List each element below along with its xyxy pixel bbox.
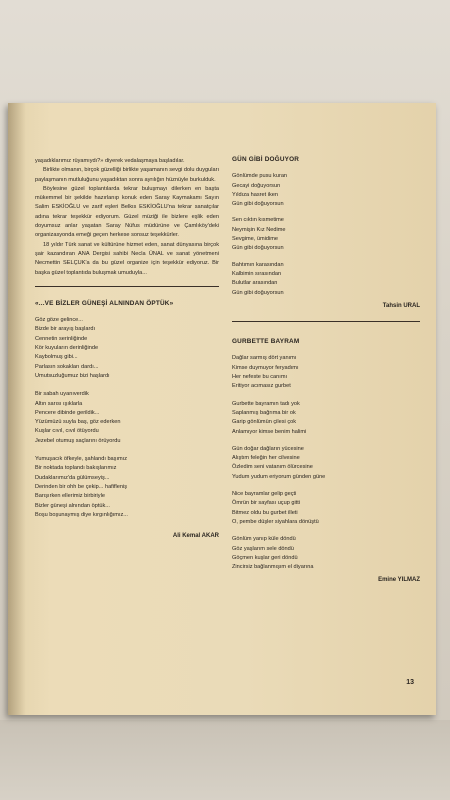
- poem-line: Parlasın sokakları dardı...: [35, 363, 99, 370]
- poem-line: Bahtımın karasından: [232, 261, 284, 268]
- poem-line: Neymişin Kız Nedime: [232, 226, 286, 233]
- page-gutter-shadow: [8, 103, 26, 715]
- poem-line: Yüzümüzü suyla baş, göz ederken: [35, 419, 121, 426]
- article-paragraph: 18 yıldır Türk sanat ve kültürüne hizmet eden, sanat dünyasına birçok şair kazandıran ANA Dergisi sahibi Necla ÜNAL ve sanat yönetmeni Necmettin SELÇUK'a da bu güzel organize için teşekkür ediyoruz. Bir başka güzel toplantıda buluşmak umuduyla...: [35, 241, 219, 276]
- poem-line: Boşu boşunaymış diye kırgınlığımız...: [35, 511, 128, 518]
- poem-line: Gönlümde pusu kuran: [232, 173, 288, 180]
- poem-line: Kör kuyuların derinliğinde: [35, 345, 99, 352]
- poem-line: Cennetin serinliğinde: [35, 335, 88, 342]
- poem-line: Bizde bir arayış başlardı: [35, 326, 96, 333]
- poem-line: Saplanmış bağrıma bir ok: [232, 409, 296, 416]
- page-number: 13: [406, 679, 414, 686]
- poem-line: Zincirsiz bağlanmışım el diyarına: [232, 564, 314, 571]
- poem-line: Bir sabah uyanıverdik: [35, 391, 89, 398]
- poem-stanza: [232, 490, 420, 527]
- poem-line: Özledim seni vatanım ölürcesine: [232, 464, 313, 471]
- poem-line: Bitmez oldu bu gurbet illeti: [232, 509, 298, 516]
- poem-line: Barışırken ellerimiz birbiriyle: [35, 493, 105, 500]
- poem-line: Altın sarısı ışıklarla: [35, 400, 83, 407]
- poem-stanza: [35, 455, 219, 520]
- poem-line: Gurbette bayramın tadı yok: [232, 400, 300, 407]
- poem-title: GÜN GİBİ DOĞUYOR: [232, 156, 300, 163]
- poem-stanza: [232, 216, 420, 253]
- poem-line: Derinden bir ohh be çekip... hafifleniş: [35, 483, 128, 490]
- magazine-page: [8, 103, 436, 715]
- poem-line: Gün doğar dağların yücesine: [232, 445, 304, 452]
- poem-line: Kaybolmuş gibi...: [35, 354, 78, 361]
- article-paragraph: Birlikte olmanın, birçok güzelliği birlikte yaşamanın sevgi dolu duyguları paylaşmanın mutluluğunu yaşadıktan sonra ayrılığın hüznüyle burkulduk.: [35, 167, 219, 183]
- poem-stanza: [232, 445, 420, 482]
- poem-line: Garip gönlümün çilesi çok: [232, 419, 297, 426]
- poem-line: Gün gibi doğuyorsun: [232, 289, 284, 296]
- poem-line: Göz yaşlarım sele döndü: [232, 545, 294, 552]
- poem-line: Göz göze gelince...: [35, 317, 83, 324]
- poem-line: Jezebel otumuş saçlarını örüyordu: [35, 437, 121, 444]
- poem-line: Ömrün bir sayfası uçup gitti: [232, 500, 301, 507]
- poem-stanza: [35, 316, 219, 381]
- poem-body: [35, 316, 219, 520]
- poem-line: O, pembe düşler siyahlara dönüştü: [232, 518, 319, 525]
- poem-line: Bizler güneşi alnından öptük...: [35, 502, 110, 509]
- poem-title: «...VE BİZLER GÜNEŞİ ALNINDAN ÖPTÜK»: [35, 299, 174, 307]
- article-paragraph: yaşadıklarımız rüyamıydı?» diyerek vedalaşmaya başladılar.: [35, 158, 185, 164]
- poem-line: Gecayi doğuyorsun: [232, 182, 281, 189]
- poem-line: Bulutlar arasından: [232, 280, 278, 287]
- poem-stanza: [35, 390, 219, 446]
- poem-line: Yumuşacık öfkeyle, şahlandı başımız: [35, 456, 128, 463]
- poem-line: Gün gibi doğuyorsun: [232, 245, 284, 252]
- poem-line: Pencere dibinde gerildik...: [35, 409, 100, 416]
- poem-stanza: [232, 172, 420, 209]
- poem-author: Emine YILMAZ: [378, 577, 420, 584]
- poem-author: Tahsin URAL: [382, 302, 420, 309]
- poem-line: Sevgime, ümidime: [232, 236, 279, 243]
- poem-line: Kuşlar cıvıl, cıvıl ötüyordu: [35, 428, 99, 435]
- poem-stanza: [232, 354, 420, 391]
- poem-body: [232, 354, 420, 572]
- poem-line: Eritiyor acımasız gurbet: [232, 383, 291, 390]
- poem-line: Umutsuzluğumuz bizi haşlardı: [35, 372, 110, 379]
- poem-line: Yıldıza hasret iken: [232, 191, 279, 198]
- poem-line: Bir noktada toplandı bakışlarımız: [35, 465, 117, 472]
- poem-line: Anlamıyor kimse benim halimi: [232, 428, 307, 435]
- poem-line: Her nefeste bu canımı: [232, 374, 288, 381]
- poem-line: Sen cıktın kısmetime: [232, 217, 284, 224]
- floor-background: [0, 720, 450, 800]
- poem-stanza: [232, 400, 420, 437]
- poem-line: Gün gibi doğuyorsun: [232, 201, 284, 208]
- poem-line: Göçmen kuşlar geri döndü: [232, 554, 298, 561]
- poem-line: Dudaklarımız'da gülümseyiş...: [35, 474, 110, 481]
- poem-line: Kimse duymuyor feryadımı: [232, 364, 299, 371]
- poem-stanza: [232, 535, 420, 572]
- left-column: [35, 157, 219, 541]
- poem-author: Ali Kemal AKAR: [172, 533, 219, 540]
- poem-line: Yudum yudum eriyorum günden güne: [232, 473, 326, 480]
- article-text: [35, 157, 219, 278]
- section-divider: [35, 286, 219, 287]
- poem-body: [232, 172, 420, 298]
- poem-line: Kalbimin sırasından: [232, 270, 282, 277]
- poem-title: GURBETTE BAYRAM: [232, 338, 300, 346]
- right-column: [232, 155, 420, 586]
- poem-line: Gönlüm yanıp küle döndü: [232, 536, 296, 543]
- poem-stanza: [232, 261, 420, 298]
- section-divider: [232, 321, 420, 322]
- poem-line: Dağlar sarmış dört yanımı: [232, 355, 297, 362]
- poem-line: Nice bayramlar gelip geçti: [232, 491, 297, 498]
- article-paragraph: Böylesine güzel toplantılarda tekrar buluşmayı dilerken en başta mükemmel bir şekilde hazırlanıp konuk eden Saray Kaymakamı Sayın Salim ESKİOĞLU ve zarif eşleri Belkıs ESKİOĞLU'na tekrar sanatçılar adına tekrar teşekkür ediyorum. Güzel müziği ile bizlere eşlik eden doyumsuz anlar yaşatan Saray Nüfus müdürüne ve Çamlıköy'deki organizasyonda emeği geçen herkese sonsuz teşekkürler.: [35, 185, 219, 239]
- poem-line: Alıştım feleğin her cilvesine: [232, 455, 300, 462]
